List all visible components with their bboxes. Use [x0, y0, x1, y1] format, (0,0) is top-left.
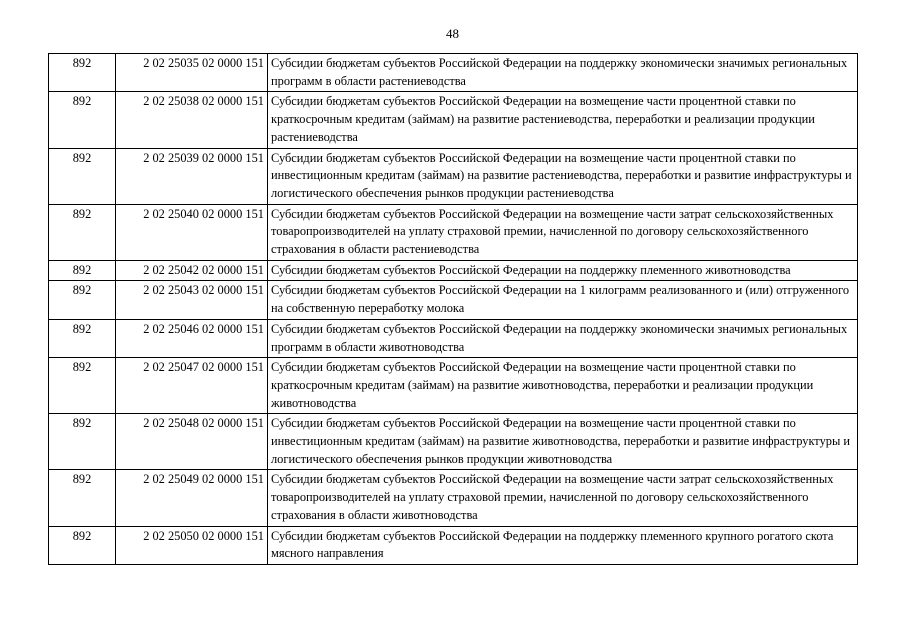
table-row	[49, 281, 858, 319]
table-row	[49, 319, 858, 357]
budget-code-cell: 2 02 25042 02 0000 151	[116, 260, 268, 281]
budget-code-cell: 2 02 25049 02 0000 151	[116, 470, 268, 526]
description-cell: Субсидии бюджетам субъектов Российской Федерации на возмещение части затрат сельскохозяйственных товаропроизводителей на уплату страховой премии, начисленной по договору сельскохозяйственного страхования в области животноводства	[268, 470, 858, 526]
admin-code-cell: 892	[49, 148, 116, 204]
description-cell: Субсидии бюджетам субъектов Российской Федерации на возмещение части процентной ставки по инвестиционным кредитам (займам) на развитие растениеводства, переработки и развитие инфраструктуры и логистического обеспечения рынков продукции растениеводства	[268, 148, 858, 204]
budget-code-cell: 2 02 25038 02 0000 151	[116, 92, 268, 148]
budget-code-cell: 2 02 25040 02 0000 151	[116, 204, 268, 260]
description-cell: Субсидии бюджетам субъектов Российской Федерации на 1 килограмм реализованного и (или) отгруженного на собственную переработку молока	[268, 281, 858, 319]
budget-code-cell: 2 02 25050 02 0000 151	[116, 526, 268, 564]
budget-code-cell: 2 02 25039 02 0000 151	[116, 148, 268, 204]
table-row	[49, 148, 858, 204]
description-cell: Субсидии бюджетам субъектов Российской Федерации на поддержку экономически значимых региональных программ в области растениеводства	[268, 54, 858, 92]
page-number: 48	[446, 26, 459, 41]
table-row	[49, 260, 858, 281]
admin-code-cell: 892	[49, 92, 116, 148]
description-cell: Субсидии бюджетам субъектов Российской Федерации на возмещение части затрат сельскохозяйственных товаропроизводителей на уплату страховой премии, начисленной по договору сельскохозяйственного страхования в области растениеводства	[268, 204, 858, 260]
budget-code-cell: 2 02 25035 02 0000 151	[116, 54, 268, 92]
description-cell: Субсидии бюджетам субъектов Российской Федерации на поддержку племенного животноводства	[268, 260, 858, 281]
admin-code-cell: 892	[49, 470, 116, 526]
admin-code-cell: 892	[49, 281, 116, 319]
description-cell: Субсидии бюджетам субъектов Российской Федерации на возмещение части процентной ставки по краткосрочным кредитам (займам) на развитие животноводства, переработки и реализации продукции животноводства	[268, 358, 858, 414]
description-cell: Субсидии бюджетам субъектов Российской Федерации на поддержку племенного крупного рогатого скота мясного направления	[268, 526, 858, 564]
revenue-codes-table	[48, 53, 858, 565]
table-row	[49, 526, 858, 564]
table-row	[49, 358, 858, 414]
table-body	[49, 54, 858, 565]
admin-code-cell: 892	[49, 204, 116, 260]
table-row	[49, 470, 858, 526]
table-row	[49, 414, 858, 470]
budget-code-cell: 2 02 25048 02 0000 151	[116, 414, 268, 470]
budget-code-cell: 2 02 25043 02 0000 151	[116, 281, 268, 319]
admin-code-cell: 892	[49, 358, 116, 414]
budget-code-cell: 2 02 25046 02 0000 151	[116, 319, 268, 357]
table-row	[49, 92, 858, 148]
description-cell: Субсидии бюджетам субъектов Российской Федерации на возмещение части процентной ставки по инвестиционным кредитам (займам) на развитие животноводства, переработки и развитие инфраструктуры и логистического обеспечения рынков продукции животноводства	[268, 414, 858, 470]
description-cell: Субсидии бюджетам субъектов Российской Федерации на поддержку экономически значимых региональных программ в области животноводства	[268, 319, 858, 357]
admin-code-cell: 892	[49, 526, 116, 564]
table-row	[49, 54, 858, 92]
table-row	[49, 204, 858, 260]
admin-code-cell: 892	[49, 414, 116, 470]
admin-code-cell: 892	[49, 319, 116, 357]
admin-code-cell: 892	[49, 260, 116, 281]
budget-code-cell: 2 02 25047 02 0000 151	[116, 358, 268, 414]
description-cell: Субсидии бюджетам субъектов Российской Федерации на возмещение части процентной ставки по краткосрочным кредитам (займам) на развитие растениеводства, переработки и реализации продукции растениеводства	[268, 92, 858, 148]
admin-code-cell: 892	[49, 54, 116, 92]
